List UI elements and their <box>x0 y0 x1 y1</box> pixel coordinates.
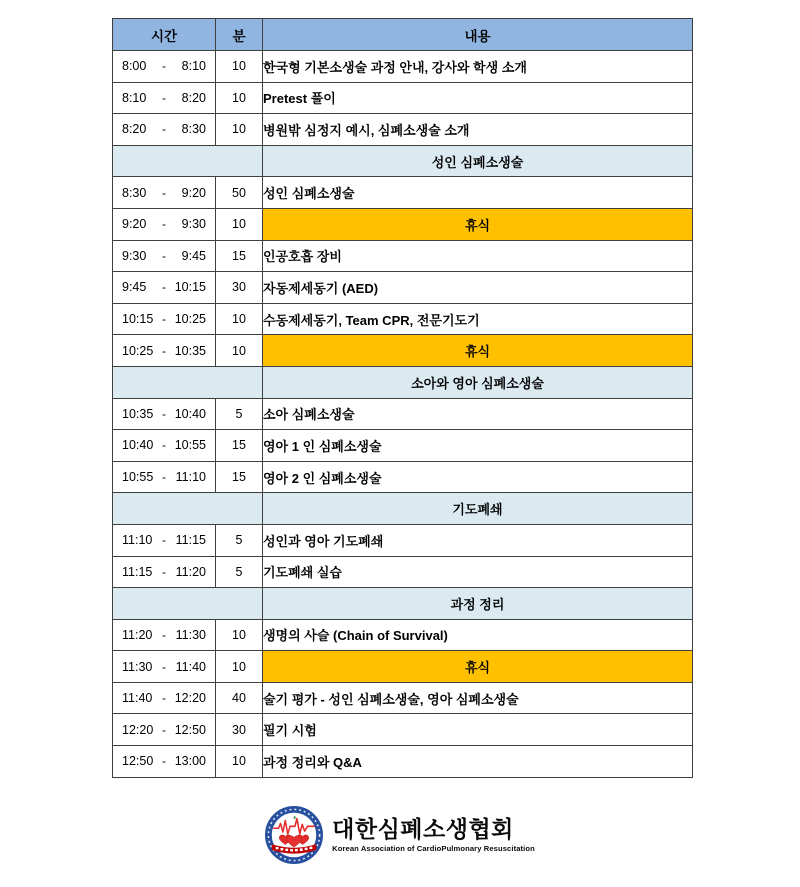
end-time: 11:20 <box>175 564 206 579</box>
minutes-cell: 10 <box>216 114 263 146</box>
end-time: 10:40 <box>174 406 206 421</box>
minutes-cell: 10 <box>216 746 263 778</box>
content-cell: 성인과 영아 기도폐쇄 <box>263 524 693 556</box>
time-range <box>113 312 215 326</box>
organization-name-english: Korean Association of CardioPulmonary Resuscitation <box>332 843 535 853</box>
break-cell: 휴식 <box>263 651 693 683</box>
minutes-cell: 30 <box>216 272 263 304</box>
minutes-cell: 10 <box>216 335 263 367</box>
end-time: 10:15 <box>174 280 206 295</box>
item-row <box>113 51 693 83</box>
time-range <box>113 533 215 547</box>
start-time: 9:30 <box>122 248 147 263</box>
end-time: 10:35 <box>174 343 206 358</box>
break-row <box>113 651 693 683</box>
item-row <box>113 682 693 714</box>
content-cell: 인공호흡 장비 <box>263 240 693 272</box>
organization-logo-block <box>0 806 800 864</box>
time-range <box>113 407 215 421</box>
time-range-cell <box>113 177 216 209</box>
time-range <box>113 470 215 484</box>
item-row <box>113 461 693 493</box>
end-time: 9:20 <box>181 185 206 200</box>
start-time: 12:50 <box>122 754 154 769</box>
time-range <box>113 217 215 231</box>
item-row <box>113 746 693 778</box>
end-time: 12:50 <box>174 722 206 737</box>
break-cell: 휴식 <box>263 335 693 367</box>
minutes-cell: 40 <box>216 682 263 714</box>
content-cell: 병원밖 심정지 예시, 심폐소생술 소개 <box>263 114 693 146</box>
start-time: 8:30 <box>122 185 147 200</box>
start-time: 10:40 <box>122 438 154 453</box>
column-header-time: 시간 <box>113 19 216 51</box>
content-cell: 한국형 기본소생술 과정 안내, 강사와 학생 소개 <box>263 51 693 83</box>
end-time: 8:30 <box>181 122 206 137</box>
item-row <box>113 524 693 556</box>
column-header-minutes: 분 <box>216 19 263 51</box>
time-range <box>113 344 215 358</box>
section-spacer-cell <box>113 145 263 177</box>
break-row <box>113 208 693 240</box>
start-time: 11:30 <box>122 659 153 674</box>
time-range-cell <box>113 682 216 714</box>
start-time: 10:15 <box>122 312 154 327</box>
time-range-cell <box>113 272 216 304</box>
end-time: 10:25 <box>174 312 206 327</box>
section-title-cell: 소아와 영아 심폐소생술 <box>263 366 693 398</box>
time-separator: - <box>162 438 166 453</box>
minutes-cell: 50 <box>216 177 263 209</box>
time-range-cell <box>113 335 216 367</box>
time-separator: - <box>162 564 166 579</box>
start-time: 10:25 <box>122 343 154 358</box>
time-range <box>113 122 215 136</box>
item-row <box>113 177 693 209</box>
content-cell: 기도폐쇄 실습 <box>263 556 693 588</box>
time-range-cell <box>113 430 216 462</box>
table-header-row <box>113 19 693 51</box>
end-time: 11:15 <box>175 533 206 548</box>
start-time: 12:20 <box>122 722 154 737</box>
minutes-cell: 5 <box>216 556 263 588</box>
content-cell: 과정 정리와 Q&A <box>263 746 693 778</box>
time-range-cell <box>113 461 216 493</box>
minutes-cell: 10 <box>216 51 263 83</box>
time-range <box>113 438 215 452</box>
item-row <box>113 114 693 146</box>
time-range-cell <box>113 714 216 746</box>
time-range-cell <box>113 114 216 146</box>
start-time: 8:20 <box>122 122 147 137</box>
content-cell: Pretest 풀이 <box>263 82 693 114</box>
item-row <box>113 430 693 462</box>
minutes-cell: 10 <box>216 651 263 683</box>
time-separator: - <box>162 280 166 295</box>
time-range-cell <box>113 208 216 240</box>
start-time: 11:40 <box>122 691 153 706</box>
content-cell: 영아 1 인 심폐소생술 <box>263 430 693 462</box>
item-row <box>113 240 693 272</box>
time-range <box>113 565 215 579</box>
time-separator: - <box>162 248 166 263</box>
minutes-cell: 15 <box>216 240 263 272</box>
item-row <box>113 272 693 304</box>
section-row <box>113 588 693 620</box>
section-title-cell: 성인 심폐소생술 <box>263 145 693 177</box>
content-cell: 생명의 사슬 (Chain of Survival) <box>263 619 693 651</box>
minutes-cell: 15 <box>216 461 263 493</box>
break-row <box>113 335 693 367</box>
end-time: 12:20 <box>174 691 206 706</box>
time-separator: - <box>162 533 166 548</box>
start-time: 9:45 <box>122 280 147 295</box>
organization-name-block <box>332 817 535 852</box>
kacpr-emblem-icon <box>265 806 323 864</box>
time-separator: - <box>162 90 166 105</box>
content-cell: 자동제세동기 (AED) <box>263 272 693 304</box>
start-time: 10:35 <box>122 406 154 421</box>
minutes-cell: 15 <box>216 430 263 462</box>
content-cell: 술기 평가 - 성인 심폐소생술, 영아 심폐소생술 <box>263 682 693 714</box>
minutes-cell: 30 <box>216 714 263 746</box>
end-time: 8:20 <box>181 90 206 105</box>
time-range <box>113 249 215 263</box>
time-range-cell <box>113 651 216 683</box>
time-separator: - <box>162 185 166 200</box>
start-time: 11:10 <box>122 533 153 548</box>
time-range-cell <box>113 524 216 556</box>
time-separator: - <box>162 122 166 137</box>
section-spacer-cell <box>113 366 263 398</box>
section-row <box>113 366 693 398</box>
time-range-cell <box>113 746 216 778</box>
section-spacer-cell <box>113 588 263 620</box>
content-cell: 성인 심폐소생술 <box>263 177 693 209</box>
time-range-cell <box>113 556 216 588</box>
minutes-cell: 5 <box>216 398 263 430</box>
schedule-table-body <box>113 51 693 778</box>
item-row <box>113 398 693 430</box>
time-separator: - <box>162 470 166 485</box>
end-time: 9:45 <box>181 248 206 263</box>
item-row <box>113 714 693 746</box>
minutes-cell: 10 <box>216 619 263 651</box>
time-range <box>113 660 215 674</box>
time-range <box>113 628 215 642</box>
section-title-cell: 기도폐쇄 <box>263 493 693 525</box>
time-separator: - <box>162 312 166 327</box>
content-cell: 필기 시험 <box>263 714 693 746</box>
section-title-cell: 과정 정리 <box>263 588 693 620</box>
start-time: 10:55 <box>122 470 154 485</box>
column-header-content: 내용 <box>263 19 693 51</box>
end-time: 9:30 <box>181 217 206 232</box>
time-range <box>113 723 215 737</box>
time-separator: - <box>162 217 166 232</box>
end-time: 8:10 <box>181 59 206 74</box>
time-range-cell <box>113 82 216 114</box>
time-range <box>113 91 215 105</box>
time-range <box>113 186 215 200</box>
end-time: 13:00 <box>174 754 206 769</box>
start-time: 8:00 <box>122 59 147 74</box>
break-cell: 휴식 <box>263 208 693 240</box>
end-time: 11:30 <box>175 627 206 642</box>
minutes-cell: 10 <box>216 208 263 240</box>
item-row <box>113 303 693 335</box>
end-time: 11:10 <box>175 470 206 485</box>
time-range <box>113 280 215 294</box>
time-separator: - <box>162 59 166 74</box>
minutes-cell: 5 <box>216 524 263 556</box>
time-range <box>113 691 215 705</box>
time-range-cell <box>113 398 216 430</box>
time-range-cell <box>113 51 216 83</box>
time-separator: - <box>162 627 166 642</box>
minutes-cell: 10 <box>216 82 263 114</box>
item-row <box>113 82 693 114</box>
time-range-cell <box>113 303 216 335</box>
time-separator: - <box>162 691 166 706</box>
end-time: 11:40 <box>175 659 206 674</box>
time-separator: - <box>162 343 166 358</box>
section-row <box>113 145 693 177</box>
start-time: 11:20 <box>122 627 153 642</box>
start-time: 8:10 <box>122 90 147 105</box>
start-time: 11:15 <box>122 564 153 579</box>
start-time: 9:20 <box>122 217 147 232</box>
time-separator: - <box>162 754 166 769</box>
time-separator: - <box>162 659 166 674</box>
time-range <box>113 754 215 768</box>
content-cell: 수동제세동기, Team CPR, 전문기도기 <box>263 303 693 335</box>
time-separator: - <box>162 406 166 421</box>
time-range <box>113 59 215 73</box>
course-schedule-table <box>112 18 692 778</box>
minutes-cell: 10 <box>216 303 263 335</box>
content-cell: 소아 심폐소생술 <box>263 398 693 430</box>
end-time: 10:55 <box>174 438 206 453</box>
item-row <box>113 556 693 588</box>
section-row <box>113 493 693 525</box>
content-cell: 영아 2 인 심폐소생술 <box>263 461 693 493</box>
time-range-cell <box>113 619 216 651</box>
time-range-cell <box>113 240 216 272</box>
item-row <box>113 619 693 651</box>
time-separator: - <box>162 722 166 737</box>
schedule-table <box>112 18 693 778</box>
organization-name-korean: 대한심폐소생협회 <box>332 816 514 843</box>
section-spacer-cell <box>113 493 263 525</box>
